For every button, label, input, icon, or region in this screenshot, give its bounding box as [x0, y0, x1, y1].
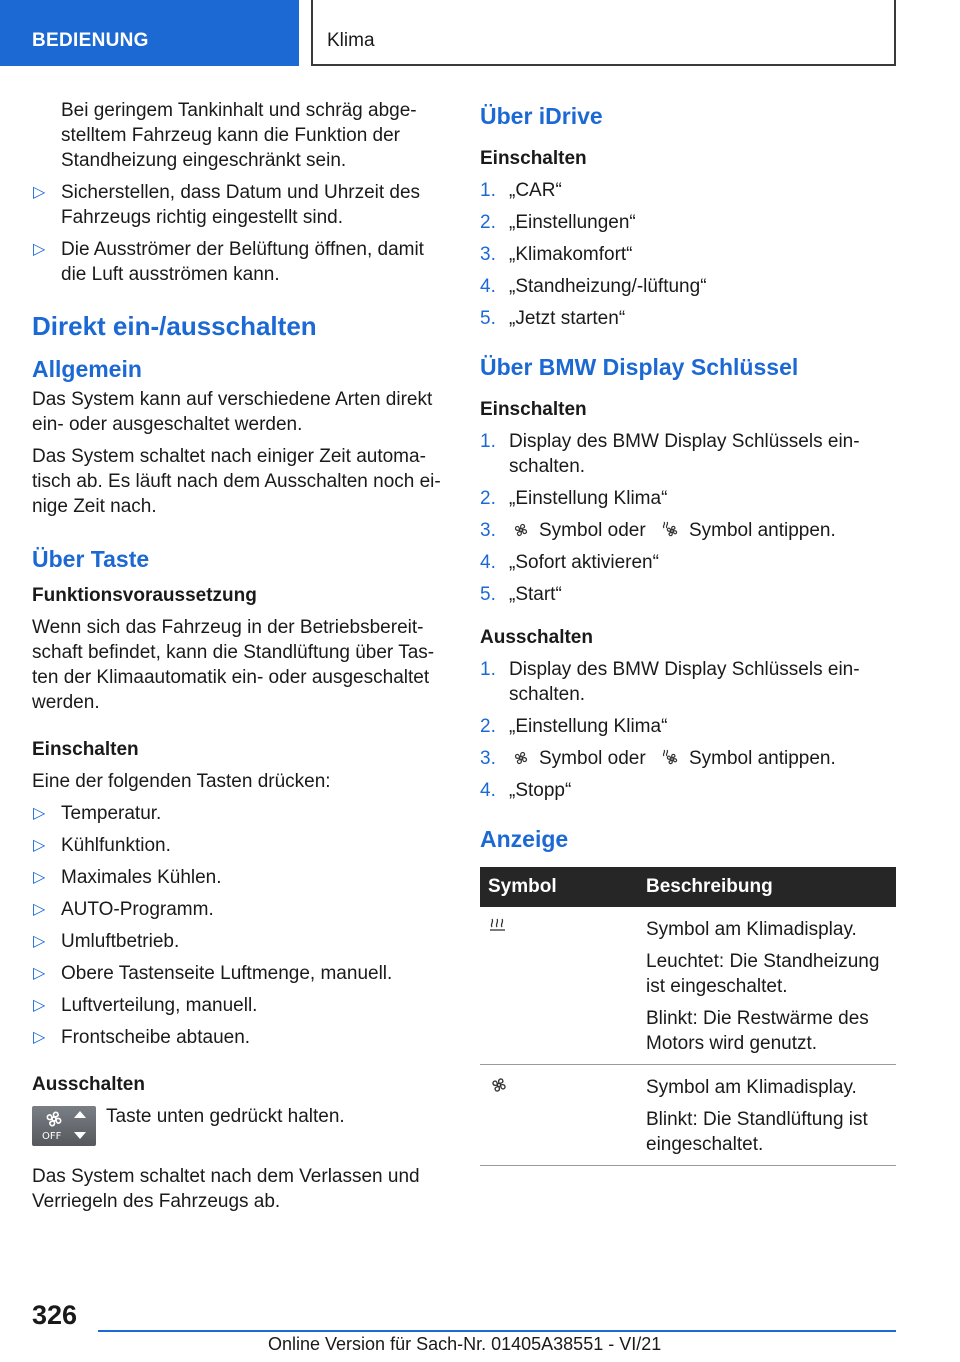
symbol-cell: [480, 1065, 638, 1166]
list-item: ▷ Obere Tastenseite Luftmenge, manuell.: [33, 963, 393, 984]
triangle-bullet-icon: ▷: [33, 1029, 46, 1046]
symbol-table: [480, 867, 896, 1166]
list-item: ▷ Temperatur.: [33, 803, 162, 824]
column-header-symbol: Symbol: [480, 867, 638, 907]
list-item: 2. „Einstellung Klima“: [480, 488, 668, 509]
header-chapter-tab: [311, 0, 896, 66]
triangle-bullet-icon: ▷: [33, 965, 46, 982]
fan-icon: [488, 1075, 510, 1095]
off-key-instruction: Taste unten gedrückt halten.: [106, 1106, 345, 1127]
list-item: ▷ Umluftbetrieb.: [33, 931, 180, 952]
intro-continuation: Bei geringem Tankinhalt und schräg abgestelltem Fahrzeug kann die Funktion der Standheizung eingeschränkt sein.: [61, 100, 417, 171]
list-item: ▷ Kühlfunktion.: [33, 835, 171, 856]
table-row: [480, 907, 896, 1065]
paragraph: Wenn sich das Fahrzeug in der Betriebsbereitschaft befindet, kann die Standlüftung über Tasten der Klimaautomatik ein- oder ausgeschaltet werden.: [32, 617, 435, 713]
paragraph: Das System schaltet nach einiger Zeit automatisch ab. Es läuft nach dem Ausschalten noch einige Zeit nach.: [32, 446, 441, 517]
header-section-label: BEDIENUNG: [32, 30, 149, 51]
fan-icon: [511, 749, 531, 767]
header-chapter-label: Klima: [327, 30, 375, 51]
list-item: 4. „Stopp“: [480, 780, 572, 801]
list-item: ▷ Maximales Kühlen.: [33, 867, 222, 888]
heading-einschalten: Einschalten: [32, 739, 139, 760]
paragraph: Eine der folgenden Tasten drücken:: [32, 771, 331, 792]
list-item: 5. „Start“: [480, 584, 562, 605]
off-key-row: [32, 1104, 442, 1154]
list-item: ▷ Die Ausströmer der Belüftung öffnen, damit die Luft ausströmen kann.: [33, 239, 424, 285]
symbol-cell: [480, 907, 638, 1065]
triangle-bullet-icon: ▷: [33, 837, 46, 854]
list-item: 4. „Standheizung/-lüftung“: [480, 276, 707, 297]
heading-idrive-einschalten: Einschalten: [480, 148, 587, 169]
triangle-bullet-icon: ▷: [33, 805, 46, 822]
key-off-label: OFF: [42, 1131, 62, 1142]
table-row: [480, 1065, 896, 1166]
heating-fan-icon: [661, 749, 681, 767]
heading-ueber-taste: Über Taste: [32, 546, 150, 572]
heading-key-ausschalten: Ausschalten: [480, 627, 593, 648]
list-item: 5. „Jetzt starten“: [480, 308, 626, 329]
paragraph: Das System kann auf verschiedene Arten direkt ein- oder ausgeschaltet werden.: [32, 389, 433, 435]
column-header-beschreibung: Beschreibung: [638, 867, 896, 907]
list-item: 1. Display des BMW Display Schlüssels einschalten.: [480, 431, 860, 477]
list-item: 1. Display des BMW Display Schlüssels einschalten.: [480, 659, 860, 705]
list-item: 2. „Einstellungen“: [480, 212, 636, 233]
list-item: 1. „CAR“: [480, 180, 562, 201]
list-item: 4. „Sofort aktivieren“: [480, 552, 659, 573]
heading-ueber-display-schluessel: Über BMW Display Schlüssel: [480, 354, 799, 380]
button-list: [32, 801, 442, 1050]
heading-ausschalten: Ausschalten: [32, 1074, 145, 1095]
heading-ueber-idrive: Über iDrive: [480, 103, 603, 129]
page-number: 326: [32, 1300, 78, 1330]
triangle-bullet-icon: ▷: [33, 184, 46, 201]
heading-funktionsvoraussetzung: Funktionsvoraussetzung: [32, 585, 257, 606]
triangle-bullet-icon: ▷: [33, 997, 46, 1014]
header-section-tab: [0, 0, 299, 66]
description-cell: Symbol am Klimadisplay. Blinkt: Die Standlüftung ist eingeschaltet.: [638, 1065, 896, 1166]
table-header-row: [480, 867, 896, 907]
idrive-steps: [480, 178, 896, 331]
parking-heater-icon: [488, 917, 510, 937]
list-item: 3. Symbol oder Symbol antippen.: [480, 748, 836, 769]
triangle-bullet-icon: ▷: [33, 901, 46, 918]
heading-direkt: Direkt ein-/ausschalten: [32, 311, 317, 341]
list-item: 3. Symbol oder Symbol antippen.: [480, 520, 836, 541]
list-item: ▷ Luftverteilung, manuell.: [33, 995, 258, 1016]
heading-anzeige: Anzeige: [480, 826, 569, 852]
key-off-steps: [480, 657, 896, 803]
triangle-bullet-icon: ▷: [33, 869, 46, 886]
fan-icon: [511, 521, 531, 539]
footer-version-text: Online Version für Sach-Nr. 01405A38551 - VI/21: [268, 1334, 662, 1354]
right-column: [480, 98, 896, 1166]
heading-key-einschalten: Einschalten: [480, 399, 587, 420]
description-cell: Symbol am Klimadisplay. Leuchtet: Die Standheizung ist eingeschaltet. Blinkt: Die Restwärme des Motors wird genutzt.: [638, 907, 896, 1065]
fan-off-key-icon: [32, 1106, 96, 1146]
left-column: [32, 98, 442, 1221]
paragraph: Das System schaltet nach dem Verlassen und Verriegeln des Fahrzeugs ab.: [32, 1166, 420, 1212]
heating-fan-icon: [661, 521, 681, 539]
preparation-list: [32, 180, 442, 287]
key-on-steps: [480, 429, 896, 607]
list-item: ▷ AUTO-Programm.: [33, 899, 214, 920]
list-item: ▷ Sicherstellen, dass Datum und Uhrzeit des Fahrzeugs richtig eingestellt sind.: [33, 182, 421, 228]
list-item: 3. „Klimakomfort“: [480, 244, 633, 265]
list-item: ▷ Frontscheibe abtauen.: [33, 1027, 251, 1048]
footer-divider: [98, 1330, 896, 1332]
triangle-bullet-icon: ▷: [33, 933, 46, 950]
triangle-bullet-icon: ▷: [33, 241, 46, 258]
list-item: 2. „Einstellung Klima“: [480, 716, 668, 737]
heading-allgemein: Allgemein: [32, 356, 142, 382]
